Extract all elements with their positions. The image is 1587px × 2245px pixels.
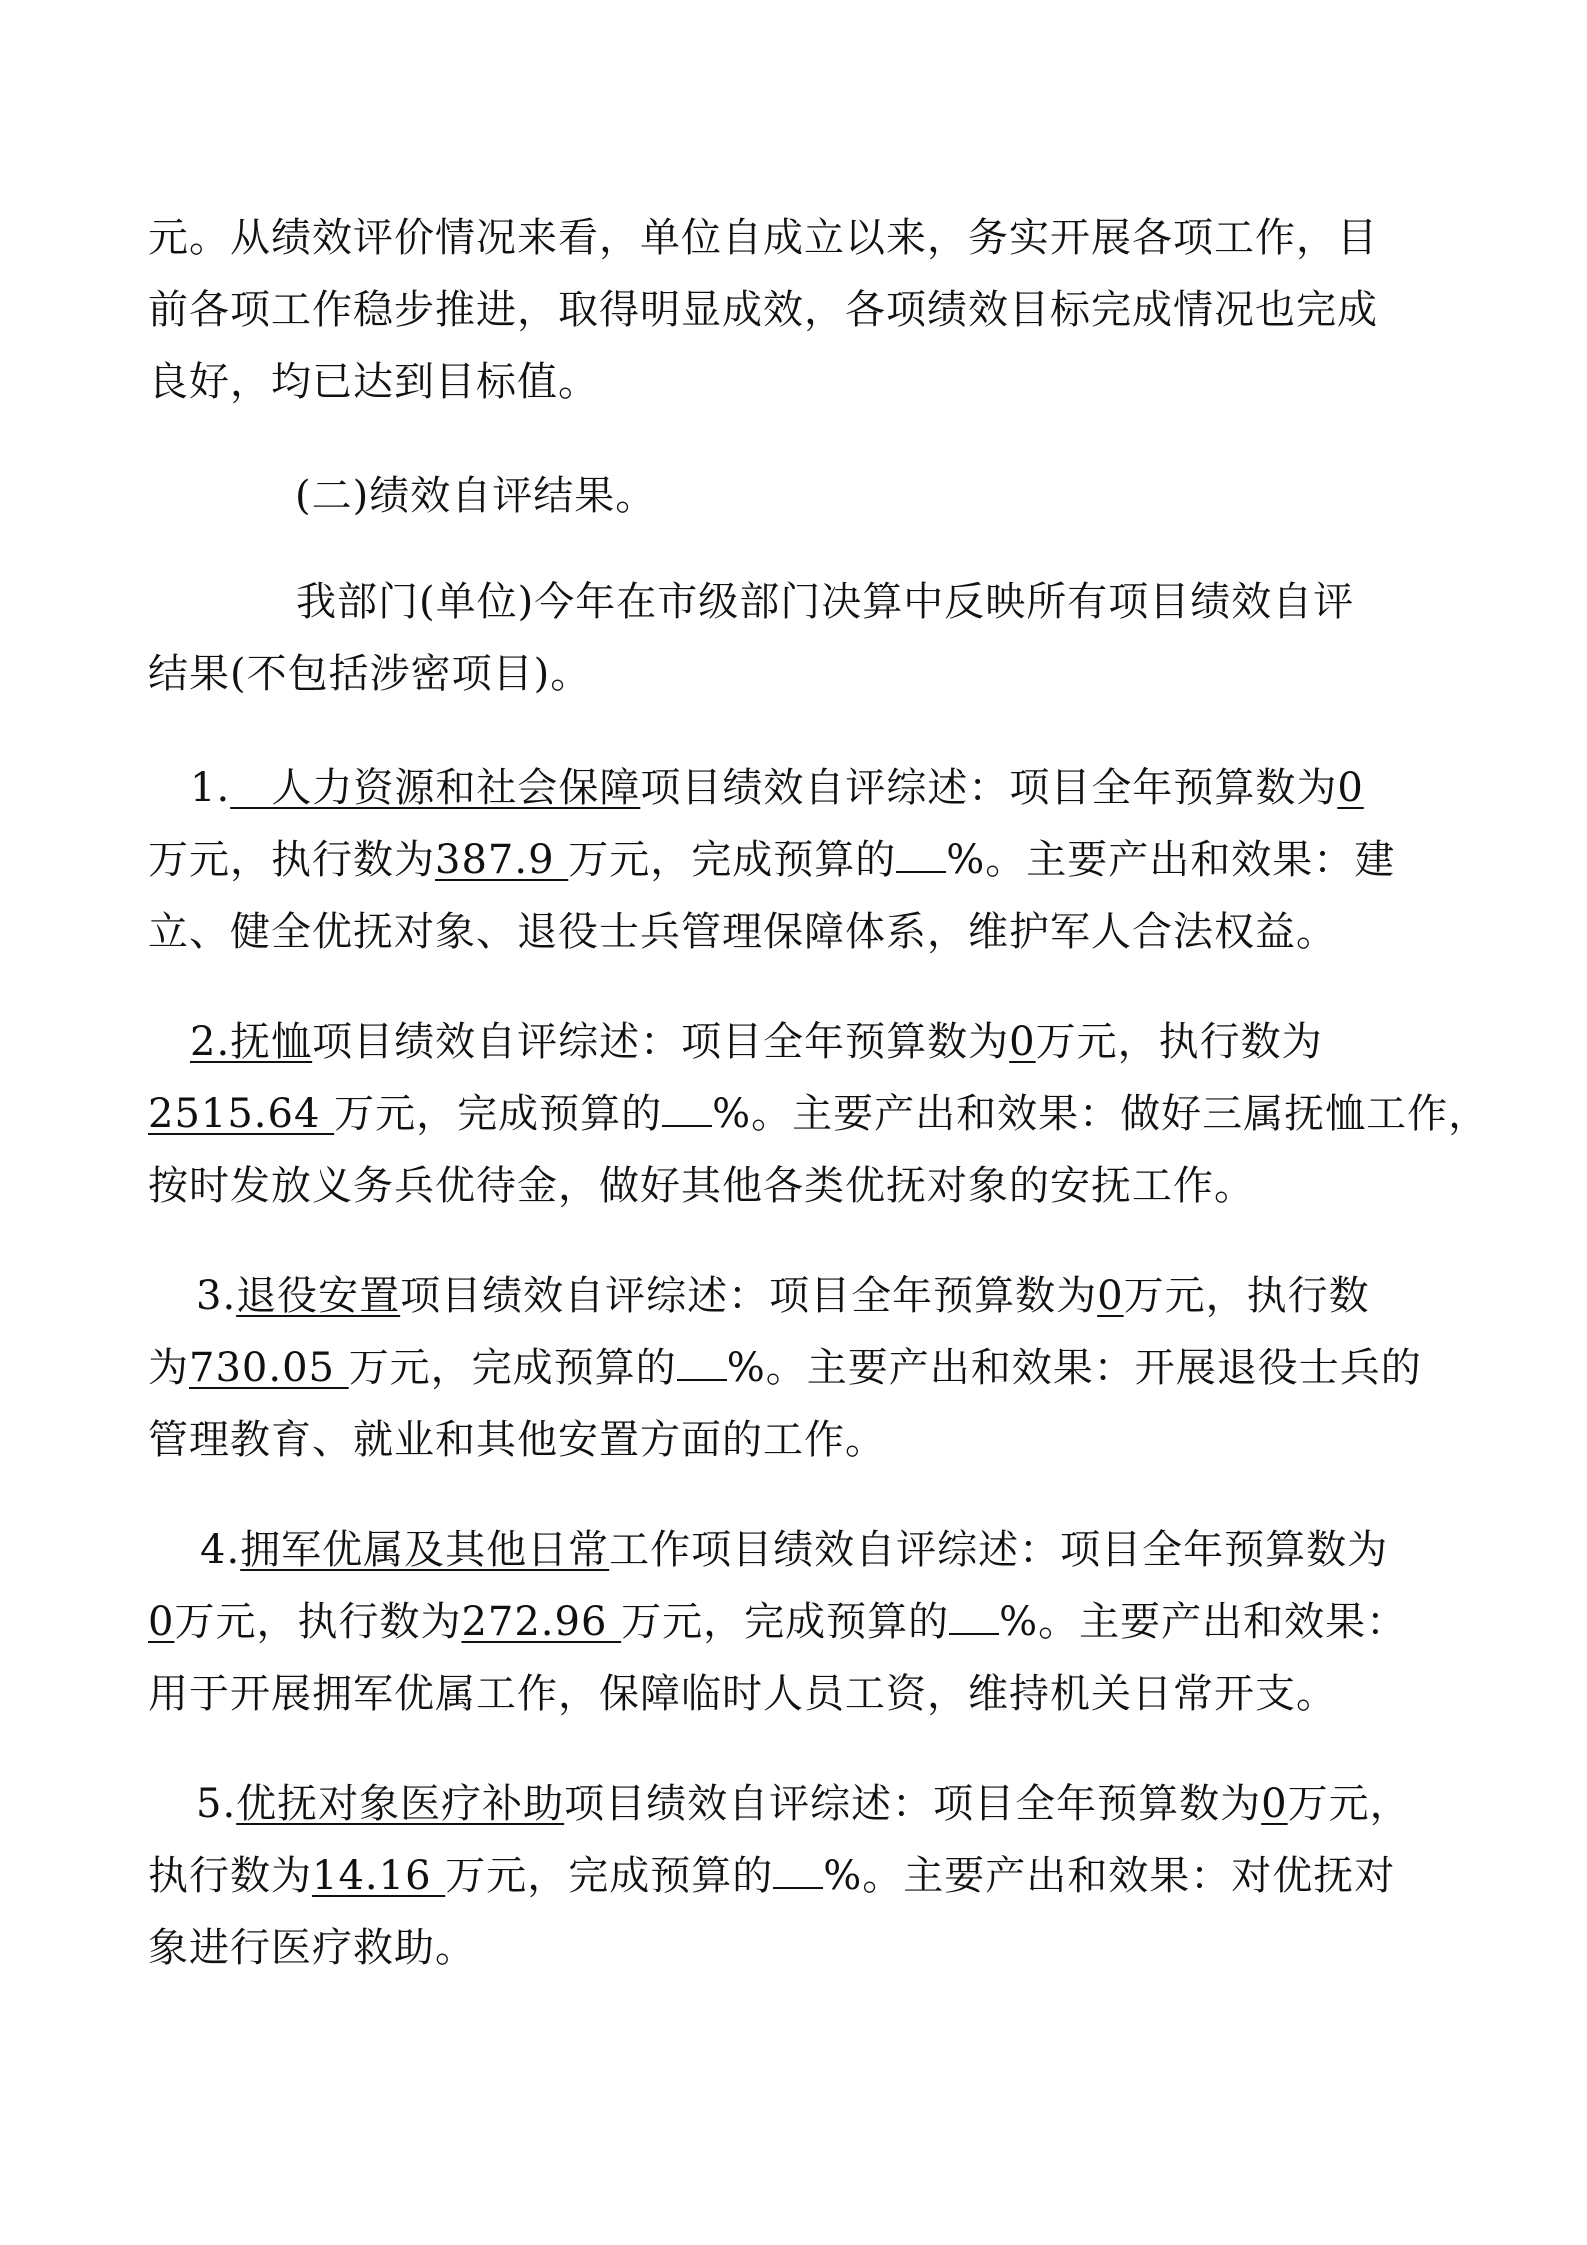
- item-5-line-1: [148, 1768, 1458, 1840]
- item-3-completion-blank: [677, 1339, 727, 1381]
- item-3-budget: 0: [1097, 1273, 1124, 1319]
- item-2-text: %。主要产出和效果：做好三属抚恤工作，: [712, 1091, 1490, 1137]
- item-5-text: 项目绩效自评综述：项目全年预算数为: [564, 1781, 1262, 1827]
- item-5-number: 5.: [196, 1781, 237, 1827]
- item-2-project-name: 2.抚恤: [190, 1019, 313, 1065]
- item-2-completion-blank: [662, 1085, 712, 1127]
- item-1-text: 万元，执行数为: [148, 837, 435, 883]
- item-3-line-1: [148, 1260, 1458, 1332]
- lead-line-1: 我部门(单位)今年在市级部门决算中反映所有项目绩效自评: [296, 579, 1355, 625]
- item-5-budget: 0: [1261, 1781, 1288, 1827]
- item-3-text: 为: [148, 1345, 189, 1391]
- item-3-line-3: 管理教育、就业和其他安置方面的工作。: [148, 1417, 886, 1463]
- item-3-text: 万元，完成预算的: [348, 1345, 677, 1391]
- item-3-text: %。主要产出和效果：开展退役士兵的: [726, 1345, 1422, 1391]
- item-1-text: %。主要产出和效果：建: [946, 837, 1396, 883]
- item-2-text: 万元，执行数为: [1035, 1019, 1323, 1065]
- item-3-text: 项目绩效自评综述：项目全年预算数为: [400, 1273, 1098, 1319]
- item-1-project-name: 人力资源和社会保障: [230, 765, 641, 811]
- item-4-project-name: 拥军优属及其他日常: [240, 1527, 610, 1573]
- item-2: [148, 1006, 1490, 1222]
- item-1-line-2: [148, 824, 1458, 896]
- item-2-text: 万元，完成预算的: [334, 1091, 663, 1137]
- item-5-completion-blank: [773, 1847, 823, 1889]
- item-1-budget: 0: [1337, 765, 1364, 811]
- item-2-text: 项目绩效自评综述：项目全年预算数为: [312, 1019, 1010, 1065]
- item-5-line-2: [148, 1840, 1458, 1912]
- item-5-text: 万元，: [1287, 1781, 1411, 1827]
- item-4-text: %。主要产出和效果：: [999, 1599, 1408, 1645]
- item-3-executed: 730.05: [189, 1345, 349, 1391]
- item-2-executed: 2515.64: [148, 1091, 335, 1137]
- item-5-line-3: 象进行医疗救助。: [148, 1925, 476, 1971]
- item-4-completion-blank: [949, 1593, 999, 1635]
- item-5-text: %。主要产出和效果：对优抚对: [823, 1853, 1396, 1899]
- item-1-text: 项目绩效自评综述：项目全年预算数为: [640, 765, 1338, 811]
- item-3-text: 万元，执行数: [1123, 1273, 1370, 1319]
- item-2-line-2: [148, 1078, 1490, 1150]
- item-1-line-3: 立、健全优抚对象、退役士兵管理保障体系，维护军人合法权益。: [148, 909, 1337, 955]
- item-4-executed: 272.96: [461, 1599, 622, 1645]
- item-4: [148, 1514, 1458, 1730]
- item-2-budget: 0: [1009, 1019, 1036, 1065]
- section-heading-text: (二)绩效自评结果。: [295, 473, 657, 519]
- item-2-line-3: 按时发放义务兵优待金，做好其他各类优抚对象的安抚工作。: [148, 1163, 1255, 1209]
- item-1-completion-blank: [896, 831, 946, 873]
- item-4-budget: 0: [148, 1599, 175, 1645]
- item-4-line-3: 用于开展拥军优属工作，保障临时人员工资，维持机关日常开支。: [148, 1671, 1337, 1717]
- item-1-line-1: [148, 752, 1458, 824]
- lead-line-2: 结果(不包括涉密项目)。: [148, 651, 592, 697]
- item-5-text: 万元，完成预算的: [445, 1853, 774, 1899]
- intro-line-2: 前各项工作稳步推进，取得明显成效，各项绩效目标完成情况也完成: [148, 287, 1378, 333]
- item-5-text: 执行数为: [148, 1853, 312, 1899]
- item-5-project-name: 优抚对象医疗补助: [236, 1781, 565, 1827]
- lead-paragraph: [148, 566, 1458, 710]
- intro-line-3: 良好，均已达到目标值。: [148, 359, 599, 405]
- intro-paragraph: [148, 202, 1458, 418]
- item-3-number: 3.: [196, 1273, 237, 1319]
- item-4-text: 万元，执行数为: [174, 1599, 462, 1645]
- section-heading: [295, 460, 1587, 532]
- item-4-line-2: [148, 1586, 1458, 1658]
- item-5-executed: 14.16: [312, 1853, 446, 1899]
- item-1-number: 1.: [190, 765, 231, 811]
- item-1-executed: 387.9: [435, 837, 569, 883]
- item-2-line-1: [148, 1006, 1458, 1078]
- item-4-text: 工作项目绩效自评综述：项目全年预算数为: [609, 1527, 1389, 1573]
- item-3-project-name: 退役安置: [236, 1273, 401, 1319]
- item-1: [148, 752, 1458, 968]
- item-1-text: 万元，完成预算的: [568, 837, 897, 883]
- item-4-number: 4.: [200, 1527, 241, 1573]
- item-3: [148, 1260, 1458, 1476]
- item-4-line-1: [148, 1514, 1458, 1586]
- item-3-line-2: [148, 1332, 1458, 1404]
- item-4-text: 万元，完成预算的: [621, 1599, 950, 1645]
- intro-line-1: 元。从绩效评价情况来看，单位自成立以来，务实开展各项工作，目: [148, 215, 1378, 261]
- item-5: [148, 1768, 1458, 1984]
